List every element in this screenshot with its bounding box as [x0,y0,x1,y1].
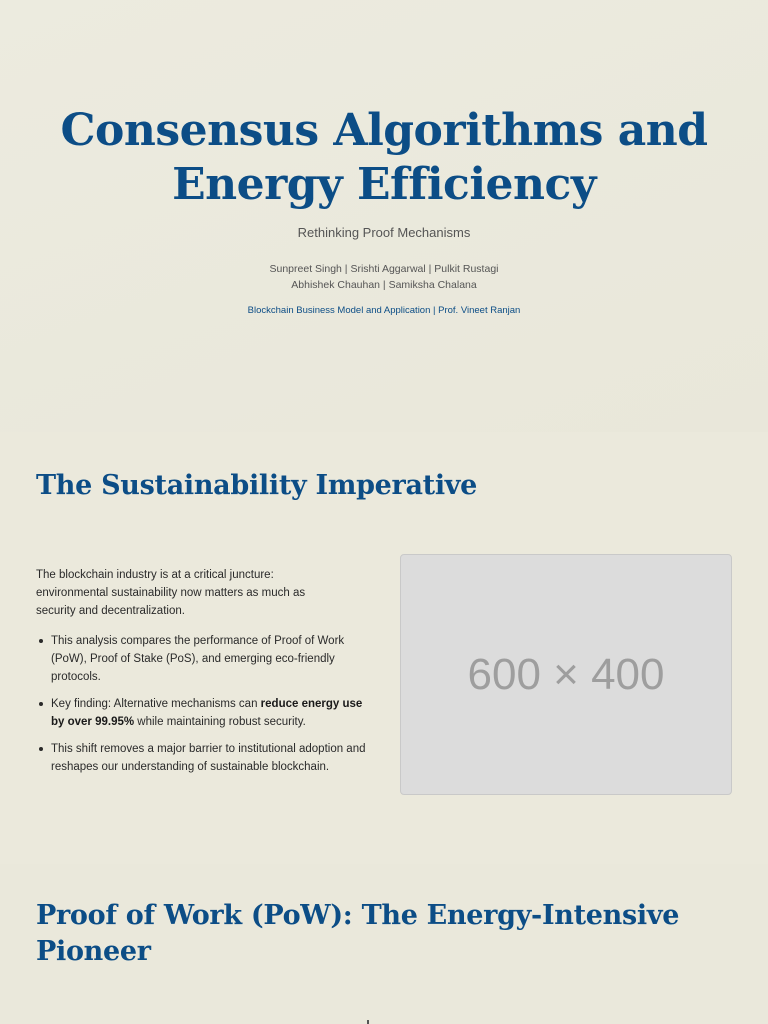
title-line-1: Consensus Algorithms and [60,105,708,156]
pow-heading-line-1: Proof of Work (PoW): The Energy-Intensive [36,900,680,931]
course-info: Blockchain Business Model and Application | Prof. Vineet Ranjan [247,305,521,316]
list-item: This shift removes a major barrier to institutional adoption and reshapes our understanding of sustainable blockchain. [36,740,376,776]
presentation-title [0,104,768,212]
pow-slide [0,864,768,1024]
content-fragment [367,1020,369,1024]
bullet-emphasis: reduce energy use by over 99.95% [51,698,363,728]
list-item [36,695,376,731]
sustainability-bullets [36,632,376,785]
title-slide [0,0,768,432]
authors-line-2: Abhishek Chauhan | Samiksha Chalana [291,279,477,291]
author-list [0,261,768,293]
list-item: This analysis compares the performance of Proof of Work (PoW), Proof of Stake (PoS), and emerging eco-friendly protocols. [36,632,376,686]
sustainability-slide [0,432,768,864]
image-placeholder [400,554,732,795]
sustainability-heading: The Sustainability Imperative [36,470,478,501]
pow-heading-line-2: Pioneer [36,936,151,967]
authors-line-1: Sunpreet Singh | Srishti Aggarwal | Pulkit Rustagi [269,263,499,275]
presentation-subtitle: Rethinking Proof Mechanisms [297,225,471,240]
placeholder-dimensions: 600 × 400 [467,649,665,699]
title-line-2: Energy Efficiency [172,159,596,210]
sustainability-intro: The blockchain industry is at a critical juncture: environmental sustainability now matters as much as security and decentralization. [36,569,306,617]
bullet-text: while maintaining robust security. [134,716,306,728]
pow-heading [36,898,736,970]
bullet-text: Key finding: Alternative mechanisms can [51,698,261,710]
